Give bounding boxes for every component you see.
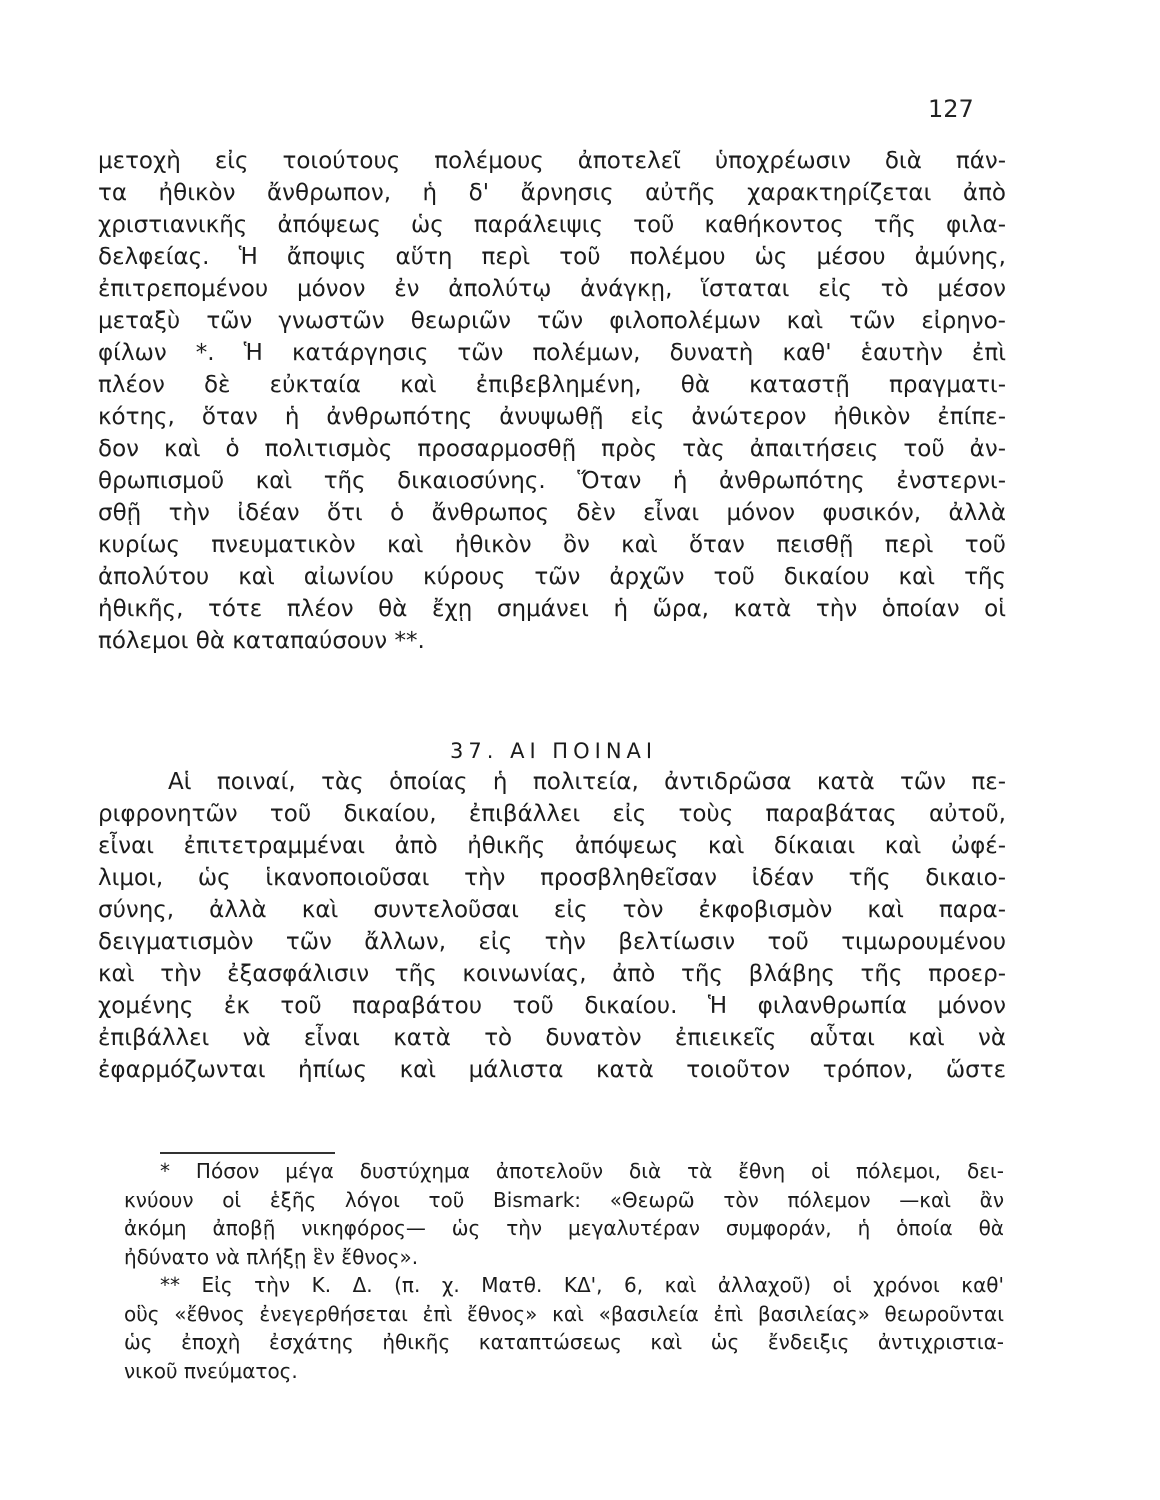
text-line: σύνης, ἀλλὰ καὶ συντελοῦσαι εἰς τὸν ἐκφοβισμὸν καὶ παρα- [98, 897, 1006, 923]
footnote-line: οὓς «ἔθνος ἐνεγερθήσεται ἐπὶ ἔθνος» καὶ «βασιλεία ἐπὶ βασιλείας» θεωροῦνται [124, 1301, 1004, 1326]
text-line: εἶναι ἐπιτετραμμέναι ἀπὸ ἠθικῆς ἀπόψεως καὶ δίκαιαι καὶ ὠφέ- [98, 833, 1006, 859]
text-line: ἐφαρμόζωνται ἠπίως καὶ μάλιστα κατὰ τοιοῦτον τρόπον, ὥστε [98, 1057, 1006, 1083]
text-line: Αἱ ποιναί, τὰς ὁποίας ἡ πολιτεία, ἀντιδρῶσα κατὰ τῶν πε- [168, 769, 1006, 795]
text-line: κότης, ὅταν ἡ ἀνθρωπότης ἀνυψωθῇ εἰς ἀνώτερον ἠθικὸν ἐπίπε- [98, 404, 1006, 430]
footnote-2 [124, 1271, 1004, 1385]
paragraph-punishments [98, 766, 1006, 1086]
text-line: μετοχὴ εἰς τοιούτους πολέμους ἀποτελεῖ ὑποχρέωσιν διὰ πάν- [98, 148, 1006, 174]
text-line: δον καὶ ὁ πολιτισμὸς προσαρμοσθῇ πρὸς τὰς ἀπαιτήσεις τοῦ ἀν- [98, 436, 1006, 462]
text-line: ριφρονητῶν τοῦ δικαίου, ἐπιβάλλει εἰς τοὺς παραβάτας αὐτοῦ, [98, 801, 1006, 827]
text-line: τα ἠθικὸν ἄνθρωπον, ἡ δ' ἄρνησις αὐτῆς χαρακτηρίζεται ἀπὸ [98, 180, 1006, 206]
text-line: δελφείας. Ἡ ἄποψις αὕτη περὶ τοῦ πολέμου ὡς μέσου ἀμύνης, [98, 244, 1006, 270]
footnote-1 [124, 1157, 1004, 1271]
footnote-line: ἠδύνατο νὰ πλήξῃ ἓν ἔθνος». [124, 1244, 419, 1269]
text-line: κυρίως πνευματικὸν καὶ ἠθικὸν ὂν καὶ ὅταν πεισθῇ περὶ τοῦ [98, 532, 1006, 558]
text-line: φίλων *. Ἡ κατάργησις τῶν πολέμων, δυνατὴ καθ' ἑαυτὴν ἐπὶ [98, 340, 1006, 366]
text-line: ἠθικῆς, τότε πλέον θὰ ἔχῃ σημάνει ἡ ὥρα, κατὰ τὴν ὁποίαν οἱ [98, 596, 1006, 622]
text-line: χριστιανικῆς ἀπόψεως ὡς παράλειψις τοῦ καθήκοντος τῆς φιλα- [98, 212, 1006, 238]
footnotes [124, 1157, 1004, 1385]
text-line: πλέον δὲ εὐκταία καὶ ἐπιβεβλημένη, θὰ καταστῇ πραγματι- [98, 372, 1006, 398]
footnote-separator [160, 1152, 335, 1154]
text-line: δειγματισμὸν τῶν ἄλλων, εἰς τὴν βελτίωσιν τοῦ τιμωρουμένου [98, 929, 1006, 955]
text-line: μεταξὺ τῶν γνωστῶν θεωριῶν τῶν φιλοπολέμων καὶ τῶν εἰρηνο- [98, 308, 1006, 334]
footnote-line: ** Εἰς τὴν Κ. Δ. (π. χ. Ματθ. ΚΔ', 6, καὶ ἀλλαχοῦ) οἱ χρόνοι καθ' [160, 1273, 1004, 1297]
section-heading: 37. ΑΙ ΠΟΙΝΑΙ [450, 739, 658, 763]
text-line: σθῇ τὴν ἰδέαν ὅτι ὁ ἄνθρωπος δὲν εἶναι μόνον φυσικόν, ἀλλὰ [98, 500, 1006, 526]
footnote-line: νικοῦ πνεύματος. [124, 1358, 298, 1383]
text-line: πόλεμοι θὰ καταπαύσουν **. [98, 628, 425, 654]
text-line: θρωπισμοῦ καὶ τῆς δικαιοσύνης. Ὅταν ἡ ἀνθρωπότης ἐνστερνι- [98, 468, 1006, 494]
paragraph-war [98, 145, 1006, 657]
text-line: ἐπιτρεπομένου μόνον ἐν ἀπολύτῳ ἀνάγκῃ, ἵσταται εἰς τὸ μέσον [98, 276, 1006, 302]
footnote-line: κνύουν οἱ ἑξῆς λόγοι τοῦ Bismark: «Θεωρῶ τὸν πόλεμον —καὶ ἂν [124, 1187, 1004, 1212]
footnote-line: ὡς ἐποχὴ ἐσχάτης ἠθικῆς καταπτώσεως καὶ ὡς ἔνδειξις ἀντιχριστια- [124, 1330, 1004, 1354]
text-line: ἐπιβάλλει νὰ εἶναι κατὰ τὸ δυνατὸν ἐπιεικεῖς αὗται καὶ νὰ [98, 1025, 1006, 1051]
text-line: χομένης ἐκ τοῦ παραβάτου τοῦ δικαίου. Ἡ φιλανθρωπία μόνον [98, 993, 1006, 1019]
text-line: καὶ τὴν ἐξασφάλισιν τῆς κοινωνίας, ἀπὸ τῆς βλάβης τῆς προερ- [98, 961, 1006, 987]
text-line: λιμοι, ὡς ἱκανοποιοῦσαι τὴν προσβληθεῖσαν ἰδέαν τῆς δικαιο- [98, 865, 1006, 891]
page-number: 127 [928, 95, 974, 123]
footnote-line: * Πόσον μέγα δυστύχημα ἀποτελοῦν διὰ τὰ ἔθνη οἱ πόλεμοι, δει- [160, 1159, 1004, 1183]
text-line: ἀπολύτου καὶ αἰωνίου κύρους τῶν ἀρχῶν τοῦ δικαίου καὶ τῆς [98, 564, 1006, 590]
footnote-line: ἀκόμη ἀποβῇ νικηφόρος— ὡς τὴν μεγαλυτέραν συμφοράν, ἡ ὁποία θὰ [124, 1216, 1004, 1240]
